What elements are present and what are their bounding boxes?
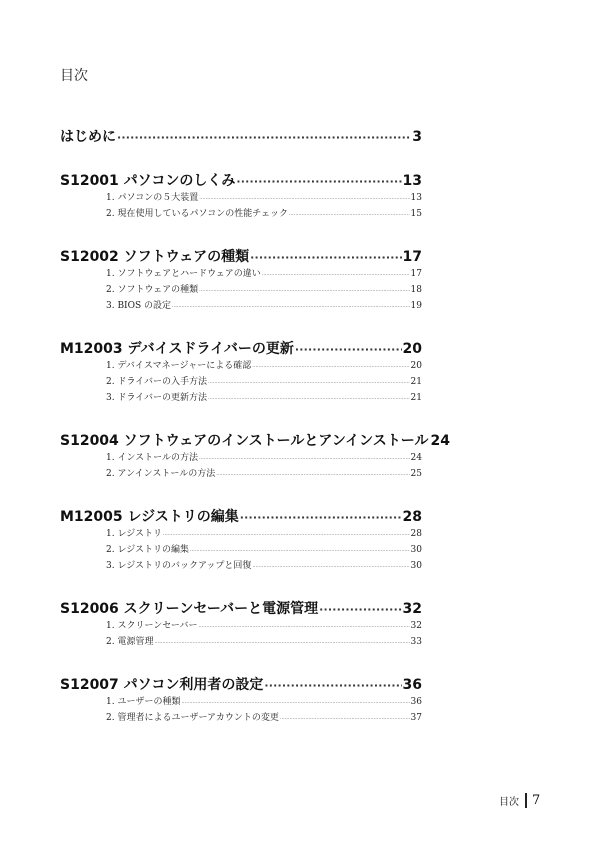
toc-chapter-entry[interactable]	[60, 338, 422, 358]
toc-section-entry[interactable]	[106, 450, 422, 466]
section-title: 2. アンインストールの方法	[106, 469, 216, 479]
toc-section-entry[interactable]	[106, 618, 422, 634]
section-page-number: 30	[410, 561, 422, 571]
section-title: 3. ドライバーの更新方法	[106, 393, 207, 403]
chapter-page-number: 3	[412, 129, 422, 145]
chapter-title: はじめに	[60, 129, 116, 145]
toc-chapter-entry[interactable]	[60, 598, 422, 618]
chapter-page-number: 24	[430, 433, 450, 449]
toc-section-entry[interactable]	[106, 542, 422, 558]
footer-divider	[525, 793, 527, 808]
leader-dots	[240, 511, 402, 524]
section-page-number: 15	[410, 209, 422, 219]
toc-chapter-entry[interactable]	[60, 246, 422, 266]
leader-dots	[208, 396, 410, 402]
chapter-page-number: 13	[402, 173, 422, 189]
leader-dots	[199, 196, 409, 202]
section-title: 1. スクリーンセーバー	[106, 621, 198, 631]
section-title: 2. レジストリの編集	[106, 545, 189, 555]
section-title: 3. レジストリのバックアップと回復	[106, 561, 252, 571]
leader-dots	[280, 716, 410, 722]
section-title: 1. パソコンの５大装置	[106, 193, 199, 203]
section-page-number: 25	[410, 469, 422, 479]
toc-chapter-entry[interactable]	[60, 170, 422, 190]
toc-section-entry[interactable]	[106, 390, 422, 406]
chapter-title: S12004 ソフトウェアのインストールとアンインストール	[60, 433, 429, 449]
toc-section-entry[interactable]	[106, 526, 422, 542]
section-page-number: 13	[410, 193, 422, 203]
chapter-title: S12002 ソフトウェアの種類	[60, 249, 250, 265]
toc-section-entry[interactable]	[106, 298, 422, 314]
chapter-page-number: 36	[402, 677, 422, 693]
chapter-title: M12005 レジストリの編集	[60, 509, 239, 525]
section-title: 1. ソフトウェアとハードウェアの違い	[106, 269, 261, 279]
leader-dots	[252, 364, 409, 370]
toc-chapter-entry[interactable]	[60, 430, 450, 450]
leader-dots	[264, 679, 401, 692]
leader-dots	[181, 700, 409, 706]
section-title: 3. BIOS の設定	[106, 301, 172, 311]
leader-dots	[199, 288, 409, 294]
section-page-number: 21	[410, 393, 422, 403]
chapter-page-number: 28	[402, 509, 422, 525]
toc-section-entry[interactable]	[106, 266, 422, 282]
section-title: 2. 電源管理	[106, 637, 154, 647]
toc-section-entry[interactable]	[106, 190, 422, 206]
table-of-contents	[60, 126, 450, 726]
leader-dots	[198, 624, 409, 630]
chapter-title: M12003 デバイスドライバーの更新	[60, 341, 294, 357]
leader-dots	[208, 380, 410, 386]
section-title: 1. インストールの方法	[106, 453, 198, 463]
leader-dots	[236, 175, 401, 188]
section-page-number: 18	[410, 285, 422, 295]
chapter-page-number: 17	[402, 249, 422, 265]
section-page-number: 17	[410, 269, 422, 279]
leader-dots	[190, 548, 410, 554]
toc-section-entry[interactable]	[106, 466, 422, 482]
chapter-page-number: 32	[402, 601, 422, 617]
section-title: 2. 現在使用しているパソコンの性能チェック	[106, 209, 288, 219]
section-title: 1. ユーザーの種類	[106, 697, 181, 707]
toc-chapter-entry[interactable]	[60, 506, 422, 526]
chapter-title: S12007 パソコン利用者の設定	[60, 677, 264, 693]
leader-dots	[262, 272, 410, 278]
chapter-title: S12001 パソコンのしくみ	[60, 173, 236, 189]
leader-dots	[319, 603, 401, 616]
section-title: 2. ドライバーの入手方法	[106, 377, 207, 387]
toc-chapter-entry[interactable]	[60, 674, 422, 694]
section-page-number: 20	[410, 361, 422, 371]
toc-section-entry[interactable]	[106, 710, 422, 726]
leader-dots	[250, 251, 401, 264]
toc-section-entry[interactable]	[106, 358, 422, 374]
toc-section-entry[interactable]	[106, 694, 422, 710]
toc-chapter-entry[interactable]	[60, 126, 422, 146]
section-page-number: 36	[410, 697, 422, 707]
leader-dots	[216, 472, 409, 478]
leader-dots	[172, 304, 410, 310]
leader-dots	[252, 564, 409, 570]
toc-section-entry[interactable]	[106, 634, 422, 650]
section-page-number: 24	[410, 453, 422, 463]
leader-dots	[289, 212, 410, 218]
leader-dots	[154, 640, 409, 646]
page-footer	[499, 793, 540, 808]
leader-dots	[199, 456, 410, 462]
toc-section-entry[interactable]	[106, 206, 422, 222]
section-page-number: 30	[410, 545, 422, 555]
section-page-number: 32	[410, 621, 422, 631]
section-title: 1. レジストリ	[106, 529, 162, 539]
leader-dots	[117, 131, 411, 144]
toc-section-entry[interactable]	[106, 374, 422, 390]
section-title: 1. デバイスマネージャーによる確認	[106, 361, 252, 371]
section-page-number: 19	[410, 301, 422, 311]
chapter-page-number: 20	[402, 341, 422, 357]
toc-section-entry[interactable]	[106, 282, 422, 298]
page-number: 7	[532, 793, 541, 808]
chapter-title: S12006 スクリーンセーバーと電源管理	[60, 601, 319, 617]
section-page-number: 28	[410, 529, 422, 539]
page-title: 目次	[60, 68, 88, 84]
leader-dots	[295, 343, 402, 356]
footer-label: 目次	[499, 797, 519, 808]
section-page-number: 37	[410, 713, 422, 723]
section-title: 2. 管理者によるユーザーアカウントの変更	[106, 713, 279, 723]
section-page-number: 21	[410, 377, 422, 387]
leader-dots	[163, 532, 410, 538]
toc-section-entry[interactable]	[106, 558, 422, 574]
section-page-number: 33	[410, 637, 422, 647]
section-title: 2. ソフトウェアの種類	[106, 285, 199, 295]
